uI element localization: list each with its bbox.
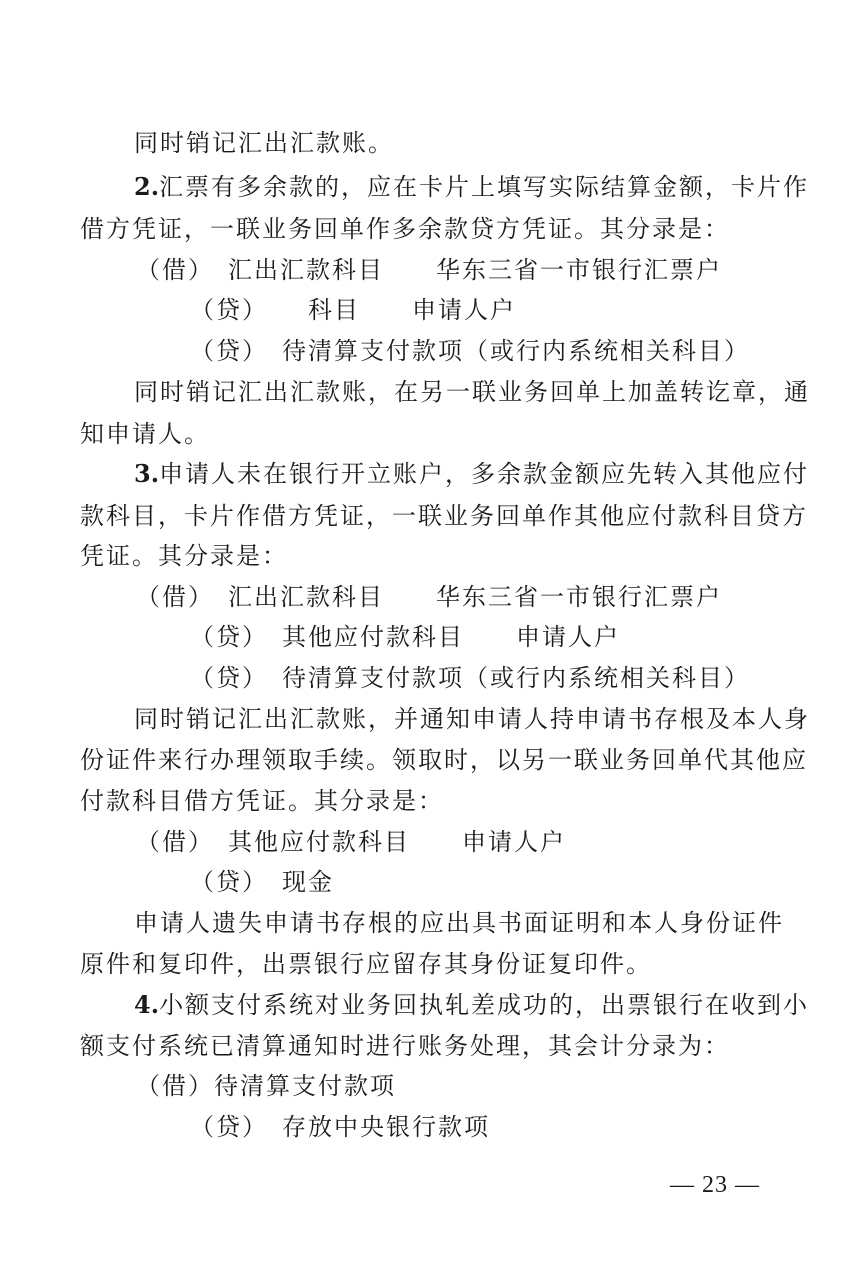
text-line: 申请人遗失申请书存根的应出具书面证明和本人身份证件 — [134, 909, 784, 937]
journal-entry: （贷） 现金 — [190, 868, 334, 896]
text-line: 款科目，卡片作借方凭证，一联业务回单作其他应付款科目贷方 — [80, 502, 808, 530]
text-line: 额支付系统已清算通知时进行账务处理，其会计分录为： — [80, 1032, 730, 1060]
journal-entry: （贷） 其他应付款科目 申请人户 — [190, 623, 620, 651]
journal-entry: （贷） 科目 申请人户 — [190, 296, 516, 324]
text-line: 原件和复印件，出票银行应留存其身份证复印件。 — [80, 950, 652, 978]
text-line: 同时销记汇出汇款账。 — [134, 129, 394, 157]
journal-entry: （借） 其他应付款科目 申请人户 — [136, 828, 566, 856]
journal-entry: （贷） 存放中央银行款项 — [190, 1113, 490, 1141]
journal-entry: （贷） 待清算支付款项（或行内系统相关科目） — [190, 664, 750, 692]
text-line: 同时销记汇出汇款账，在另一联业务回单上加盖转讫章，通 — [134, 378, 810, 406]
journal-entry: （贷） 待清算支付款项（或行内系统相关科目） — [190, 337, 750, 365]
page-number: — 23 — — [670, 1172, 760, 1198]
text-line: 凭证。其分录是： — [80, 542, 288, 570]
text-line: 付款科目借方凭证。其分录是： — [80, 787, 444, 815]
text-line: 同时销记汇出汇款账，并通知申请人持申请书存根及本人身 — [134, 705, 810, 733]
journal-entry: （借） 汇出汇款科目 华东三省一市银行汇票户 — [136, 583, 722, 611]
text-line: 4.小额支付系统对业务回执轧差成功的，出票银行在收到小 — [134, 990, 810, 1019]
journal-entry: （借）待清算支付款项 — [136, 1072, 396, 1100]
text-line: 3.申请人未在银行开立账户，多余款金额应先转入其他应付 — [134, 459, 810, 488]
text-line: 借方凭证，一联业务回单作多余款贷方凭证。其分录是： — [80, 215, 730, 243]
text-line: 知申请人。 — [80, 420, 210, 448]
journal-entry: （借） 汇出汇款科目 华东三省一市银行汇票户 — [136, 256, 722, 284]
text-line: 2.汇票有多余款的，应在卡片上填写实际结算金额，卡片作 — [134, 172, 810, 201]
text-line: 份证件来行办理领取手续。领取时，以另一联业务回单代其他应 — [80, 746, 808, 774]
